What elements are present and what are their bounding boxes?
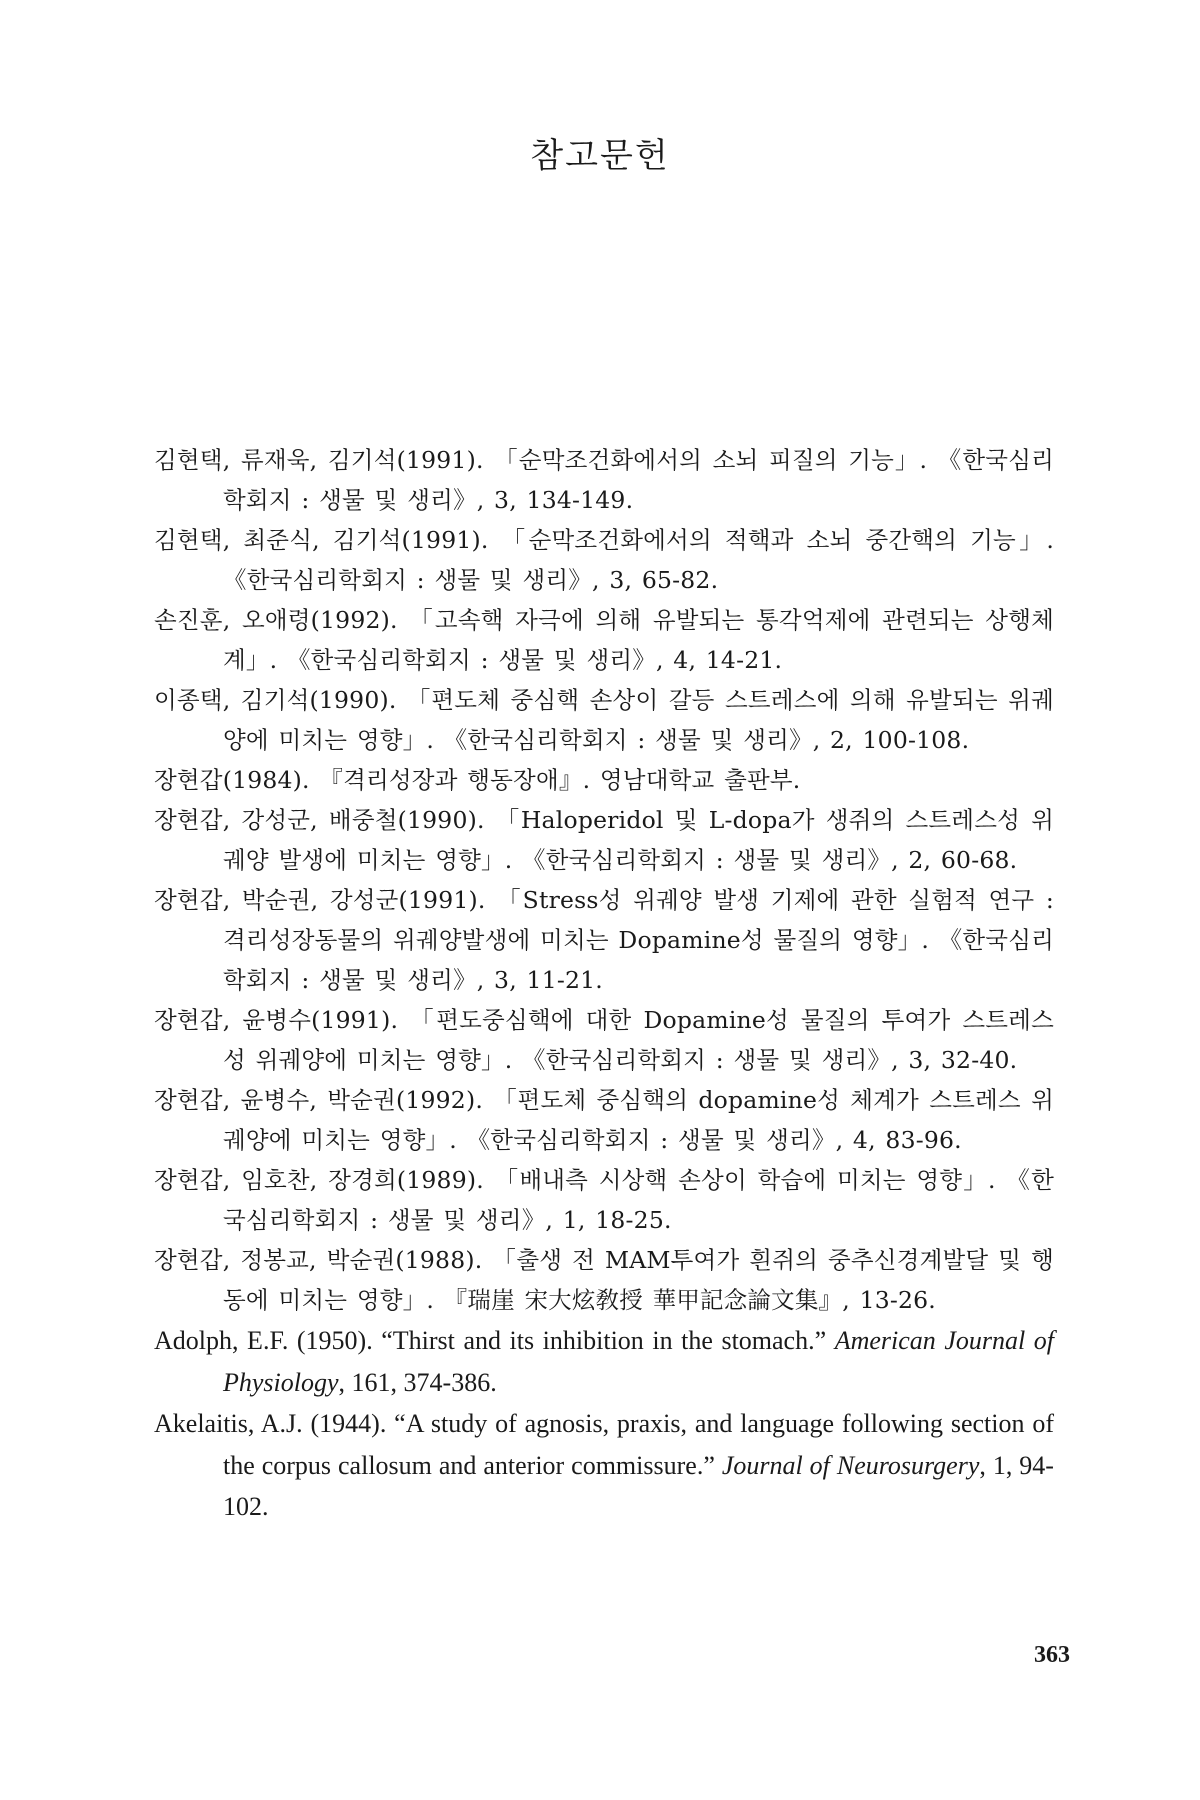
reference-text: Adolph, E.F. (1950). “Thirst and its inhibition in the stomach.” xyxy=(154,1326,835,1355)
reference-entry: 장현갑, 임호찬, 장경희(1989). 「배내측 시상핵 손상이 학습에 미치는 영향」. 《한국심리학회지 : 생물 및 생리》, 1, 18-25. xyxy=(154,1166,1054,1234)
reference-entry: 장현갑(1984). 『격리성장과 행동장애』. 영남대학교 출판부. xyxy=(154,766,801,794)
reference-entry: 장현갑, 정봉교, 박순권(1988). 「출생 전 MAM투여가 흰쥐의 중추신경계발달 및 행동에 미치는 영향」. 『瑞崖 宋大炫敎授 華甲記念論文集』, 13-26. xyxy=(154,1246,1054,1314)
reference-citation: , 1, 94-102. xyxy=(223,1450,1054,1521)
reference-entry: 김현택, 류재욱, 김기석(1991). 「순막조건화에서의 소뇌 피질의 기능」. 《한국심리학회지 : 생물 및 생리》, 3, 134-149. xyxy=(154,446,1054,514)
reference-entry-english xyxy=(154,1320,1054,1403)
page-title: 참고문헌 xyxy=(530,136,670,176)
journal-title: Journal of Neurosurgery xyxy=(721,1450,980,1480)
reference-list xyxy=(154,440,1054,1528)
reference-entry: 손진훈, 오애령(1992). 「고속핵 자극에 의해 유발되는 통각억제에 관련되는 상행체계」. 《한국심리학회지 : 생물 및 생리》, 4, 14-21. xyxy=(154,606,1054,674)
reference-entry: 김현택, 최준식, 김기석(1991). 「순막조건화에서의 적핵과 소뇌 중간핵의 기능」. 《한국심리학회지 : 생물 및 생리》, 3, 65-82. xyxy=(154,526,1054,594)
reference-entry: 이종택, 김기석(1990). 「편도체 중심핵 손상이 갈등 스트레스에 의해 유발되는 위궤양에 미치는 영향」. 《한국심리학회지 : 생물 및 생리》, 2, 100-108. xyxy=(154,686,1054,754)
reference-text: Akelaitis, A.J. (1944). “A study of agnosis, praxis, and language following section of the corpus callosum and anterior commissure.” xyxy=(154,1409,1054,1480)
reference-entry-english xyxy=(154,1403,1054,1528)
reference-entry: 장현갑, 강성군, 배중철(1990). 「Haloperidol 및 L-dopa가 생쥐의 스트레스성 위궤양 발생에 미치는 영향」. 《한국심리학회지 : 생물 및 생리》, 2, 60-68. xyxy=(154,806,1054,874)
reference-entry: 장현갑, 윤병수, 박순권(1992). 「편도체 중심핵의 dopamine성 체계가 스트레스 위궤양에 미치는 영향」. 《한국심리학회지 : 생물 및 생리》, 4, 83-96. xyxy=(154,1086,1054,1154)
page-number: 363 xyxy=(1034,1642,1070,1668)
reference-entry: 장현갑, 박순권, 강성군(1991). 「Stress성 위궤양 발생 기제에 관한 실험적 연구 : 격리성장동물의 위궤양발생에 미치는 Dopamine성 물질의 영향」. 《한국심리학회지 : 생물 및 생리》, 3, 11-21. xyxy=(154,886,1054,994)
reference-entry: 장현갑, 윤병수(1991). 「편도중심핵에 대한 Dopamine성 물질의 투여가 스트레스성 위궤양에 미치는 영향」. 《한국심리학회지 : 생물 및 생리》, 3, 32-40. xyxy=(154,1006,1054,1074)
reference-citation: , 161, 374-386. xyxy=(338,1367,497,1397)
journal-title: American Journal of Physiology xyxy=(223,1326,1055,1397)
